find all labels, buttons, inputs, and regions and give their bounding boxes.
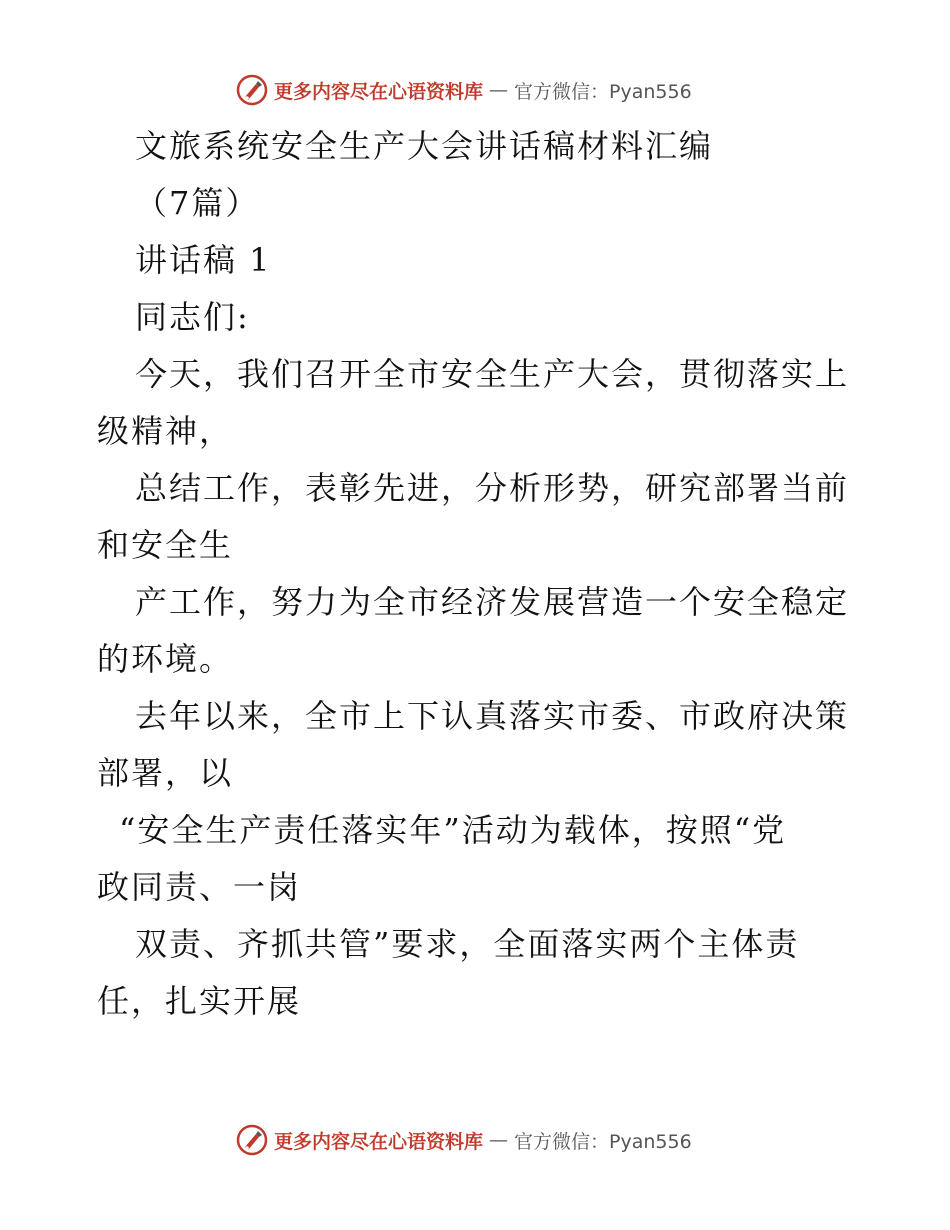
header-separator: — [489,79,509,101]
text-line: 总结工作，表彰先进，分析形势，研究部署当前 [135,469,850,507]
text-line: 和安全生 [97,526,234,564]
text-line: 双责、齐抓共管”要求，全面落实两个主体责 [135,925,800,963]
header-banner [236,72,692,108]
document-subtitle: （7篇） [135,184,260,222]
text-line: 任，扎实开展 [97,982,302,1020]
pen-logo-icon [236,1124,268,1156]
footer-brand-text: 更多内容尽在心语资料库 [274,1130,484,1153]
document-body [97,118,857,1030]
section-heading: 讲话稿 1 [135,241,272,279]
header-brand-text: 更多内容尽在心语资料库 [274,80,484,103]
text-line: 今天，我们召开全市安全生产大会，贯彻落实上 [135,355,850,393]
text-line: 去年以来，全市上下认真落实市委、市政府决策 [135,697,850,735]
text-line: 级精神， [97,412,234,450]
header-wechat-text: 官方微信：Pyan556 [514,80,692,103]
footer-wechat-text: 官方微信：Pyan556 [514,1130,692,1153]
text-line: “安全生产责任落实年”活动为载体，按照“党 [119,811,787,849]
salutation: 同志们: [135,298,250,336]
document-title: 文旅系统安全生产大会讲话稿材料汇编 [135,127,714,165]
text-line: 政同责、一岗 [97,868,302,906]
text-line: 产工作，努力为全市经济发展营造一个安全稳定 [135,583,850,621]
footer-banner [236,1122,692,1158]
footer-separator: — [489,1129,509,1151]
text-line: 部署，以 [97,754,234,792]
text-line: 的环境。 [97,640,234,678]
pen-logo-icon [236,74,268,106]
